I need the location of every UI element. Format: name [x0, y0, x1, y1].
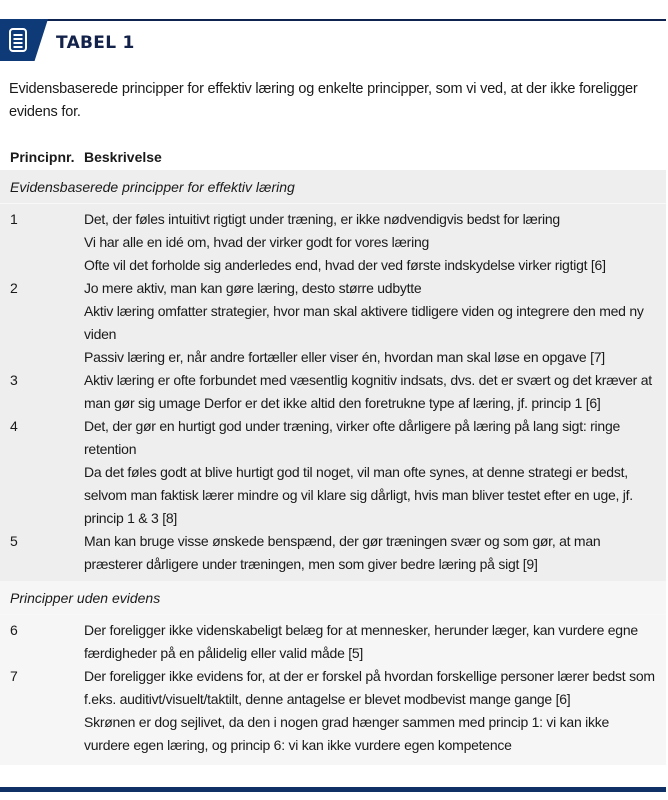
principles-table: [0, 143, 666, 765]
description-line: Man kan bruge visse ønskede benspænd, der gør træningen svær og som gør, at man præsterer dårligere under træningen, men som giver bedre læring på sigt [9]: [84, 533, 601, 572]
description-line: Aktiv læring er ofte forbundet med væsentlig kognitiv indsats, dvs. det er svært og det kræver at man gør sig umage Derfor er det ikke altid den foretrukne type af læring, jf. princip 1 [6]: [84, 372, 652, 411]
footer-rule: [0, 787, 666, 792]
principle-number: 6: [10, 622, 18, 638]
section-without-evidence: [0, 581, 666, 765]
description-line: Aktiv læring omfatter strategier, hvor man skal aktivere tidligere viden og integrere den med ny viden: [84, 303, 644, 342]
column-header-beskrivelse: Beskrivelse: [84, 148, 162, 165]
description-line: Det, der føles intuitivt rigtigt under træning, er ikke nødvendigvis bedst for læring: [84, 211, 560, 227]
description-line: Der foreligger ikke evidens for, at der er forskel på hvordan forskellige personer lærer bedst som f.eks. auditivt/visuelt/taktilt, denne antagelse er blevet modbevist mange gange [6]: [84, 668, 655, 707]
table-badge: [0, 19, 48, 61]
description-line: Da det føles godt at blive hurtigt god til noget, vil man ofte synes, at denne strategi er bedst, selvom man faktisk lærer mindre og vil klare sig dårligt, hvis man bliver testet efter en uge, jf. princip 1 & 3 [8]: [84, 464, 633, 526]
table-row: [0, 208, 666, 277]
section-evidence-based: [0, 170, 666, 581]
column-header-principnr: Principnr.: [10, 148, 75, 165]
table-row: [0, 277, 666, 369]
principle-number: 5: [10, 533, 18, 549]
description-line: Ofte vil det forholde sig anderledes end, hvad der ved første indskydelse virker rigtigt [6]: [84, 257, 606, 273]
table-header-row: [0, 143, 666, 170]
principle-number: 3: [10, 372, 18, 388]
description-line: Skrønen er dog sejlivet, da den i nogen grad hænger sammen med princip 1: vi kan ikke vurdere egen læring, og princip 6: vi kan ikke vurdere egen kompetence: [84, 714, 610, 753]
description-line: Jo mere aktiv, man kan gøre læring, desto større udbytte: [84, 280, 422, 296]
description-line: Passiv læring er, når andre fortæller eller viser én, hvordan man skal løse en opgave [7]: [84, 349, 605, 365]
table-row: [0, 369, 666, 415]
principle-number: 1: [10, 211, 18, 227]
table-caption: Evidensbaserede principper for effektiv læring og enkelte principper, som vi ved, at der ikke foreligger evidens for.: [9, 81, 638, 120]
table-row: [0, 415, 666, 530]
table-title: TABEL 1: [56, 33, 135, 53]
principle-number: 7: [10, 668, 18, 684]
description-line: Det, der gør en hurtigt god under træning, virker ofte dårligere på læring på lang sigt: ringe retention: [84, 418, 621, 457]
principle-number: 4: [10, 418, 18, 434]
description-line: Der foreligger ikke videnskabeligt belæg for at mennesker, herunder læger, kan vurdere egne færdigheder på en pålidelig eller valid måde [5]: [84, 622, 638, 661]
table-row: [0, 665, 666, 757]
table-row: [0, 530, 666, 576]
description-line: Vi har alle en idé om, hvad der virker godt for vores læring: [84, 234, 430, 250]
table-row: [0, 619, 666, 665]
section-title: Principper uden evidens: [0, 581, 666, 615]
principle-number: 2: [10, 280, 18, 296]
section-title: Evidensbaserede principper for effektiv læring: [0, 170, 666, 204]
header-rule: [0, 19, 666, 21]
document-list-icon: [9, 28, 27, 52]
